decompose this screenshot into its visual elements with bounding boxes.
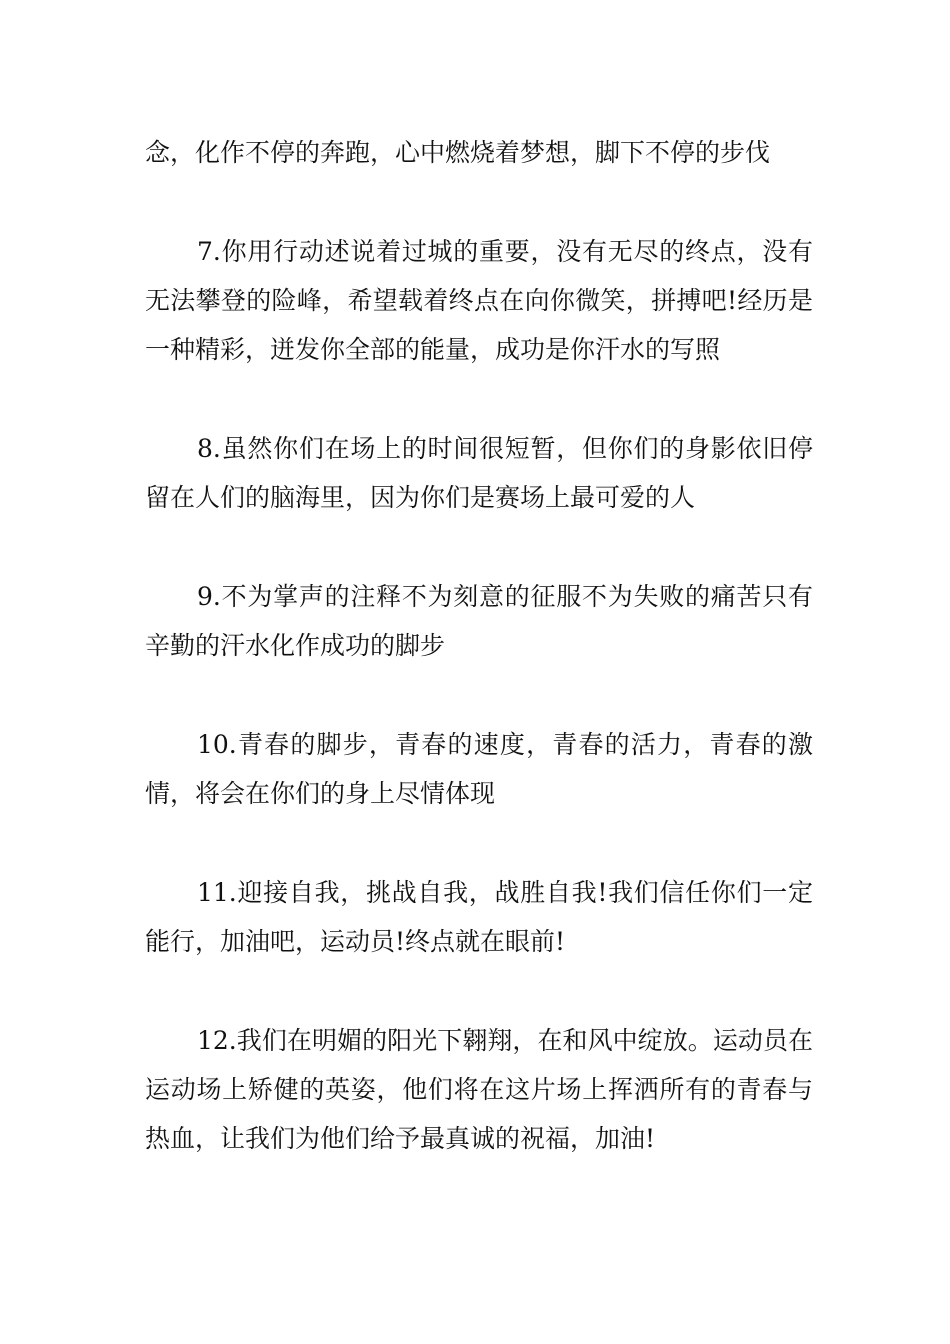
paragraph-item-11: 11.迎接自我，挑战自我，战胜自我!我们信任你们一定能行，加油吧，运动员!终点就在眼前! — [145, 878, 813, 956]
document-body — [145, 128, 813, 1213]
paragraph-item-8: 8.虽然你们在场上的时间很短暂，但你们的身影依旧停留在人们的脑海里，因为你们是赛场上最可爱的人 — [145, 434, 813, 512]
paragraph-item-9: 9.不为掌声的注释不为刻意的征服不为失败的痛苦只有辛勤的汗水化作成功的脚步 — [145, 582, 813, 660]
paragraph-item-7: 7.你用行动述说着过城的重要，没有无尽的终点，没有无法攀登的险峰，希望载着终点在向你微笑，拼搏吧!经历是一种精彩，迸发你全部的能量，成功是你汗水的写照 — [145, 237, 813, 364]
paragraph-item-12: 12.我们在明媚的阳光下翱翔，在和风中绽放。运动员在运动场上矫健的英姿，他们将在这片场上挥洒所有的青春与热血，让我们为他们给予最真诚的祝福，加油! — [145, 1026, 813, 1153]
paragraph-continuation: 念，化作不停的奔跑，心中燃烧着梦想，脚下不停的步伐 — [145, 138, 771, 167]
paragraph-item-10: 10.青春的脚步，青春的速度，青春的活力，青春的激情，将会在你们的身上尽情体现 — [145, 730, 813, 808]
